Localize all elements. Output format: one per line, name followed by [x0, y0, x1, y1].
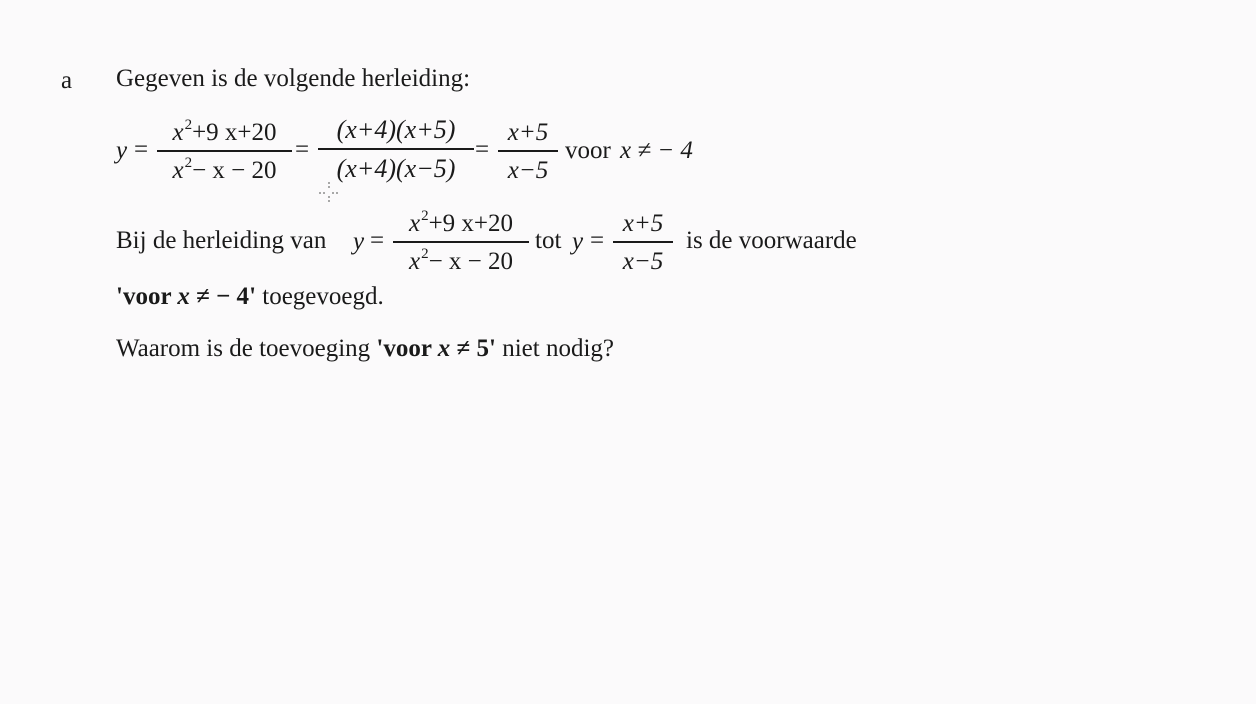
sentence1-fraction-2	[613, 211, 673, 274]
eq1-frac1-bar	[157, 150, 292, 152]
sentence1-start: Bij de herleiding van	[116, 227, 327, 254]
eq1-frac3-bar	[498, 150, 558, 152]
eq1-equals-3: =	[475, 136, 490, 163]
eq1-frac2-numerator: (x+4)(x+5)	[336, 115, 456, 144]
sentence1-equals: =	[370, 227, 385, 254]
sentence1-equals2: =	[590, 227, 605, 254]
eq1-fraction-2	[318, 117, 474, 182]
sentence1-frac2-denominator: x−5	[622, 247, 664, 275]
question-letter: a	[61, 67, 73, 94]
eq1-fraction-3	[498, 120, 558, 183]
eq1-frac2-bar	[318, 148, 474, 150]
eq1-equals-1: =	[134, 136, 149, 163]
eq1-equals-2: =	[295, 136, 310, 163]
intro-text: Gegeven is de volgende herleiding:	[116, 65, 471, 92]
sentence1-frac1-bar	[393, 241, 529, 243]
sentence1-lhs: y	[353, 228, 365, 255]
sentence1-frac2-bar	[613, 241, 673, 243]
eq1-condition-math: x ≠ − 4	[620, 137, 693, 164]
question-line: Waarom is de toevoeging 'voor x ≠ 5' niet nodig?	[116, 335, 614, 362]
eq1-frac1-denominator: $x^2- x - 20$	[172, 154, 277, 184]
sentence1-frac2-numerator: x+5	[622, 210, 664, 237]
eq1-frac2-denominator: (x+4)(x−5)	[336, 153, 456, 183]
eq1-lhs: y	[116, 137, 128, 164]
sentence1-mid: tot	[535, 227, 562, 254]
sentence-added-condition: 'voor x ≠ − 4' toegevoegd.	[116, 283, 384, 310]
sentence1-frac1-numerator: $x^2+9$ x+20	[408, 208, 514, 237]
eq1-frac1-numerator: $x^2+9$ x+20	[172, 117, 277, 146]
eq1-condition-word: voor	[565, 137, 611, 164]
eq1-frac3-denominator: x−5	[507, 156, 549, 184]
sentence1-end: is de voorwaarde	[686, 227, 857, 254]
sentence1-frac1-denominator: $x^2- x - 20$	[408, 245, 514, 275]
eq1-frac3-numerator: x+5	[507, 119, 549, 146]
crosshair-cursor-icon	[318, 181, 340, 205]
sentence1-fraction-1	[393, 208, 529, 275]
sentence1-lhs2: y	[572, 228, 584, 255]
eq1-fraction-1	[157, 117, 292, 184]
